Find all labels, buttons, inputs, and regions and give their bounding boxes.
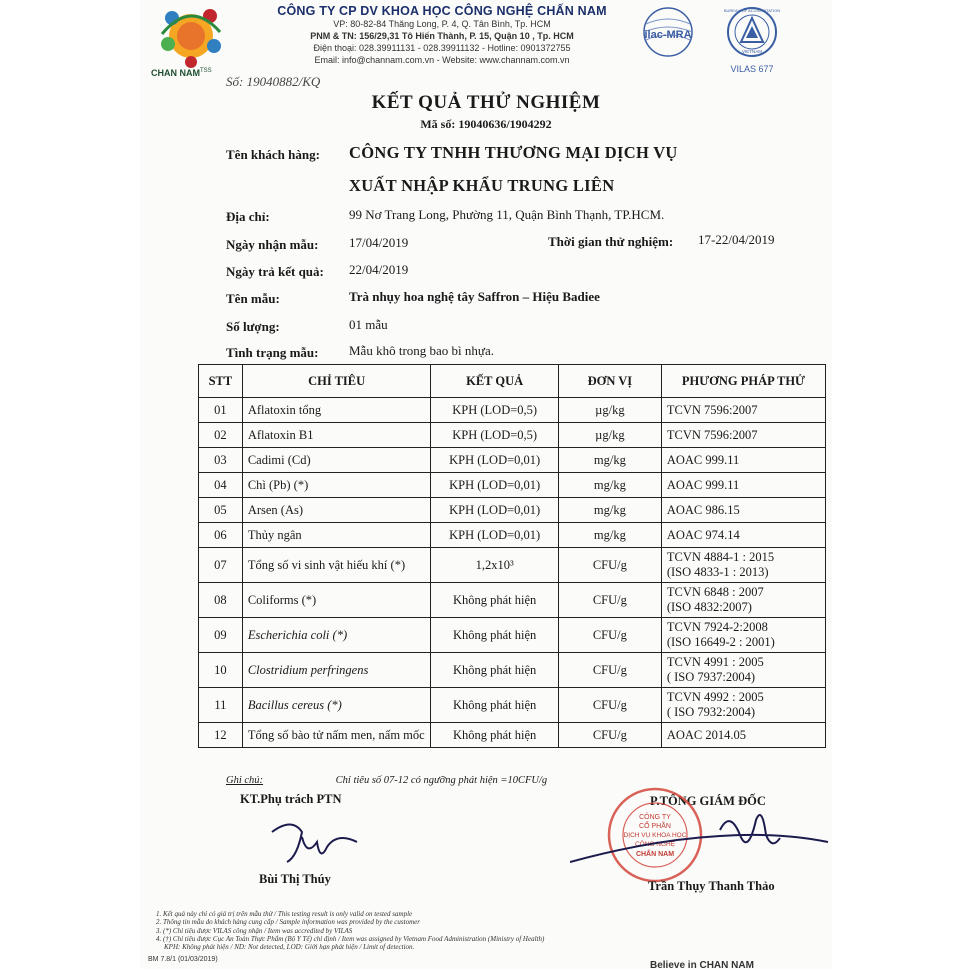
cell-criteria: Thủy ngân [242,523,431,548]
cell-method [661,523,825,548]
table-row [199,653,826,688]
cell-stt: 08 [199,583,243,618]
header-result: KẾT QUẢ [431,365,558,398]
cell-stt: 11 [199,688,243,723]
table-row [199,688,826,723]
cell-unit: µg/kg [558,423,661,448]
page-title: KẾT QUẢ THỬ NGHIỆM [371,92,601,113]
cell-result: Không phát hiện [431,723,558,748]
received-value: 17/04/2019 [349,235,409,250]
footnote-4: 4. (†) Chỉ tiêu được Cục An Toàn Thực Phẩm (Bộ Y Tế) chỉ định / Item was assigned by Vietnam Food Administration (Ministry of Health) [156,934,545,943]
cell-criteria: Bacillus cereus (*) [242,688,431,723]
method-line: TCVN 7596:2007 [666,427,758,442]
cell-criteria: Tổng số bào tử nấm men, nấm mốc [242,723,431,748]
cell-criteria: Clostridium perfringens [242,653,431,688]
method-iso-line: ( ISO 7932:2004) [666,705,756,719]
cell-stt: 07 [199,548,243,583]
method-line: TCVN 4992 : 2005 [666,690,764,704]
method-line: AOAC 999.11 [666,477,740,492]
cell-result: 1,2x10³ [431,548,558,583]
method-line: TCVN 4991 : 2005 [666,655,764,669]
vilas-ring-text: BUREAU OF ACCREDITATION [723,8,781,13]
method-iso-line: (ISO 4832:2007) [666,600,752,614]
cell-method [661,448,825,473]
header-stt: STT [199,365,243,398]
cell-method [661,423,825,448]
cell-unit: CFU/g [558,618,661,653]
cell-criteria: Aflatoxin B1 [242,423,431,448]
table-row [199,498,826,523]
table-row [199,723,826,748]
stamp-line-1: CÔNG TY [639,814,671,821]
stamp-line-4: CÔNG NGHỆ [634,841,676,848]
note [226,775,547,786]
method-iso-line: ( ISO 7937:2004) [666,670,756,684]
email-line: Email: info@channam.com.vn - Website: www.channam.com.vn [314,55,570,65]
footnote-3: 3. (*) Chỉ tiêu được VILAS công nhận / Item was accredited by VILAS [156,926,353,935]
returned-value: 22/04/2019 [349,262,409,277]
cell-result: KPH (LOD=0,01) [431,448,558,473]
vilas-logo [716,4,788,76]
stamp-line-5: CHẤN NAM [635,851,675,858]
customer-label: Tên khách hàng: [226,147,320,162]
sample-value: Trà nhụy hoa nghệ tây Saffron – Hiệu Badiee [349,289,600,304]
document-number: Số: 19040882/KQ [226,74,321,89]
table-row [199,523,826,548]
cell-stt: 05 [199,498,243,523]
right-signature [570,800,830,880]
sample-label: Tên mẫu: [226,291,280,306]
cell-unit: mg/kg [558,448,661,473]
vilas-country: VIETNAM [741,49,763,54]
cell-method [661,548,825,583]
cell-criteria: Arsen (As) [242,498,431,523]
header-unit: ĐƠN VỊ [558,365,661,398]
cell-criteria: Coliforms (*) [242,583,431,618]
cell-stt: 02 [199,423,243,448]
company-name: CÔNG TY CP DV KHOA HỌC CÔNG NGHỆ CHẤN NAM [277,4,607,18]
method-line: AOAC 2014.05 [666,727,747,742]
cell-stt: 03 [199,448,243,473]
method-line: TCVN 7596:2007 [666,402,758,417]
table-row [199,548,826,583]
phone-line: Điện thoại: 028.39911131 - 028.39911132 - Hotline: 0901372755 [313,43,571,53]
cell-method [661,688,825,723]
cell-criteria: Escherichia coli (*) [242,618,431,653]
address-label: Địa chỉ: [226,209,270,224]
cell-unit: mg/kg [558,473,661,498]
left-signer-name: Bùi Thị Thúy [259,872,331,886]
table-row [199,473,826,498]
cell-stt: 10 [199,653,243,688]
table-row [199,423,826,448]
quantity-label: Số lượng: [226,319,280,334]
cell-unit: CFU/g [558,653,661,688]
header-method: PHƯƠNG PHÁP THỬ [661,365,825,398]
cell-stt: 01 [199,398,243,423]
note-label: Ghi chú: [226,775,264,786]
received-label: Ngày nhận mẫu: [226,237,319,252]
company-header [258,4,626,66]
method-line: TCVN 7924-2:2008 [666,620,768,634]
right-signer-name: Trần Thụy Thanh Thảo [648,879,775,893]
cell-method [661,653,825,688]
returned-label: Ngày trả kết quả: [226,264,324,279]
cell-unit: CFU/g [558,548,661,583]
cell-result: KPH (LOD=0,5) [431,398,558,423]
method-line: AOAC 999.11 [666,452,740,467]
cell-stt: 04 [199,473,243,498]
table-row [199,398,826,423]
cell-unit: µg/kg [558,398,661,423]
condition-label: Tình trạng mẫu: [226,345,319,360]
method-line: TCVN 6848 : 2007 [666,585,764,599]
cell-criteria: Cadimi (Cd) [242,448,431,473]
stamp-line-3: DỊCH VỤ KHOA HỌC [623,832,687,839]
table-row [199,448,826,473]
cell-result: KPH (LOD=0,01) [431,498,558,523]
cell-unit: CFU/g [558,723,661,748]
table-row [199,618,826,653]
method-iso-line: (ISO 4833-1 : 2013) [666,565,769,579]
form-code: BM 7.8/1 (01/03/2019) [148,956,218,963]
method-line: AOAC 974.14 [666,527,740,542]
header-criteria: CHỈ TIÊU [242,365,431,398]
table-header-row [199,365,826,398]
cell-method [661,618,825,653]
left-signature [262,812,362,872]
code-number: Mã số: 19040636/1904292 [420,117,552,131]
cell-unit: mg/kg [558,498,661,523]
lab-address: PNM & TN: 156/29,31 Tô Hiến Thành, P. 15, Quận 10 , Tp. HCM [310,31,574,41]
method-iso-line: (ISO 16649-2 : 2001) [666,635,775,649]
footnotes [156,910,544,951]
ilac-mra-logo [632,4,704,70]
cell-result: Không phát hiện [431,618,558,653]
cell-result: Không phát hiện [431,583,558,618]
cell-unit: CFU/g [558,688,661,723]
customer-name-line2: XUẤT NHẬP KHẨU TRUNG LIÊN [349,176,615,195]
footnote-2: 2. Thông tin mẫu do khách hàng cung cấp / Sample information was provided by the customer [156,918,420,927]
cell-result: Không phát hiện [431,653,558,688]
table-row [199,583,826,618]
chan-nam-logo [152,4,230,70]
footnote-1: 1. Kết quả này chỉ có giá trị trên mẫu thử / This testing result is only valid on tested sample [156,910,413,918]
results-table [198,364,826,748]
note-text: Chỉ tiêu số 07-12 có ngưỡng phát hiện =10CFU/g [335,775,548,786]
cell-criteria: Tổng số vi sinh vật hiếu khí (*) [242,548,431,583]
left-signer-title: KT.Phụ trách PTN [240,792,342,806]
believe-slogan: Believe in CHAN NAM [650,960,754,971]
cell-result: KPH (LOD=0,01) [431,523,558,548]
cell-result: Không phát hiện [431,688,558,723]
test-time-label: Thời gian thử nghiệm: [548,234,674,249]
method-line: TCVN 4884-1 : 2015 [666,550,775,564]
cell-stt: 12 [199,723,243,748]
right-signer-title: P.TỔNG GIÁM ĐỐC [650,794,766,808]
cell-stt: 06 [199,523,243,548]
logo-text: CHAN $NAM^{TSS}$ [151,68,212,78]
quantity-value: 01 mẫu [349,317,388,332]
cell-method [661,498,825,523]
cell-result: KPH (LOD=0,01) [431,473,558,498]
office-address: VP: 80-82-84 Thăng Long, P. 4, Q. Tân Bình, Tp. HCM [333,19,551,29]
condition-value: Mẫu khô trong bao bì nhựa. [349,343,494,358]
cell-criteria: Aflatoxin tổng [242,398,431,423]
address-value: 99 Nơ Trang Long, Phường 11, Quận Bình Thạnh, TP.HCM. [349,207,665,222]
test-time-value: 17-22/04/2019 [698,232,775,247]
method-line: AOAC 986.15 [666,502,740,517]
vilas-number: VILAS 677 [730,64,774,74]
ilac-text: ilac-MRA [644,29,692,41]
stamp-line-2: CỔ PHẦN [639,823,671,830]
cell-method [661,398,825,423]
cell-stt: 09 [199,618,243,653]
cell-result: KPH (LOD=0,5) [431,423,558,448]
cell-unit: CFU/g [558,583,661,618]
footnote-5: KPH: Không phát hiện / ND: Not detected, LOD: Giới hạn phát hiện / Limit of detection. [164,943,415,952]
cell-unit: mg/kg [558,523,661,548]
cell-method [661,583,825,618]
customer-name-line1: CÔNG TY TNHH THƯƠNG MẠI DỊCH VỤ [349,143,678,162]
cell-criteria: Chì (Pb) (*) [242,473,431,498]
cell-method [661,723,825,748]
cell-method [661,473,825,498]
